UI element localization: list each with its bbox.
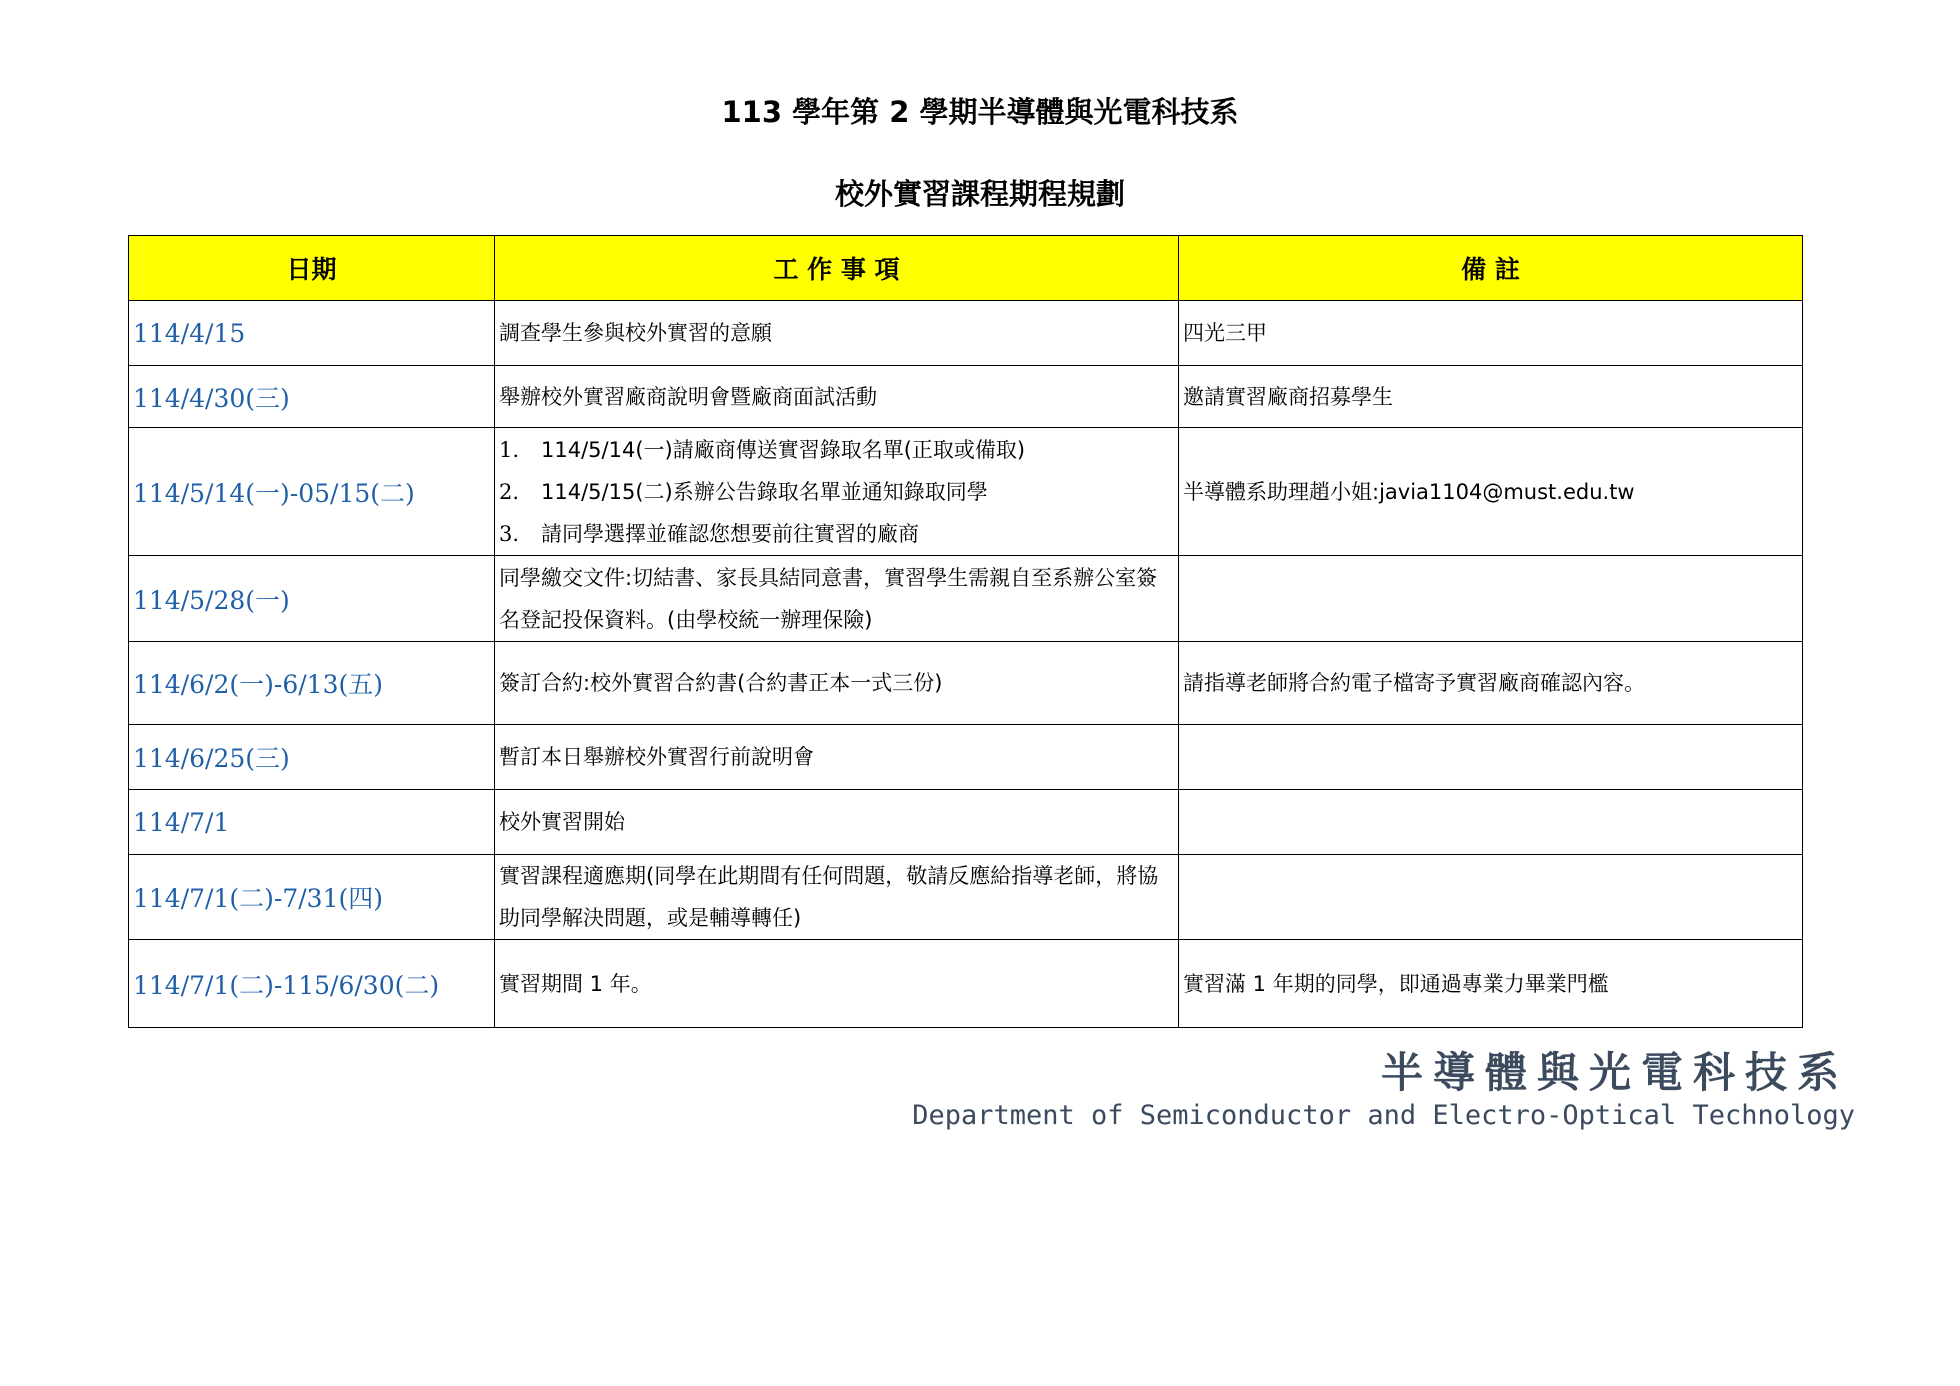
- row-task: 校外實習開始: [495, 790, 1179, 855]
- table-row: [129, 556, 1803, 642]
- row-note: [1179, 556, 1803, 642]
- row-task: 實習課程適應期(同學在此期間有任何問題，敬請反應給指導老師，將協助同學解決問題，或是輔導轉任): [495, 855, 1179, 940]
- row-date: 114/6/25(三): [129, 725, 495, 790]
- row-note: 邀請實習廠商招募學生: [1179, 366, 1803, 428]
- table-row: [129, 790, 1803, 855]
- row-date: 114/5/14(一)-05/15(二): [129, 428, 495, 556]
- row-note: 半導體系助理趙小姐:javia1104@must.edu.tw: [1179, 428, 1803, 556]
- row-task: 同學繳交文件:切結書、家長具結同意書，實習學生需親自至系辦公室簽名登記投保資料。(由學校統一辦理保險): [495, 556, 1179, 642]
- table-row: [129, 725, 1803, 790]
- step-item: [499, 513, 1174, 555]
- row-task: 實習期間 1 年。: [495, 940, 1179, 1028]
- row-date: 114/5/28(一): [129, 556, 495, 642]
- row-note: [1179, 855, 1803, 940]
- table-row: [129, 855, 1803, 940]
- department-name-chinese: 半導體與光電科技系: [1380, 1048, 1849, 1097]
- step-number: 3.: [499, 521, 520, 546]
- document-subtitle: 校外實習課程期程規劃: [834, 177, 1125, 211]
- row-note: [1179, 725, 1803, 790]
- column-header-date: 日期: [129, 236, 495, 301]
- table-row: [129, 301, 1803, 366]
- step-number: 1.: [499, 437, 520, 462]
- schedule-table: [128, 235, 1803, 1028]
- row-date: 114/7/1: [129, 790, 495, 855]
- row-date: 114/7/1(二)-7/31(四): [129, 855, 495, 940]
- step-text: 請同學選擇並確認您想要前往實習的廠商: [541, 521, 919, 546]
- step-text: 114/5/14(一)請廠商傳送實習錄取名單(正取或備取): [541, 437, 1026, 462]
- row-task: 舉辦校外實習廠商說明會暨廠商面試活動: [495, 366, 1179, 428]
- row-task: 暫訂本日舉辦校外實習行前說明會: [495, 725, 1179, 790]
- step-text: 114/5/15(二)系辦公告錄取名單並通知錄取同學: [541, 479, 988, 504]
- step-item: [499, 471, 1174, 513]
- step-number: 2.: [499, 479, 520, 504]
- table-header-row: [129, 236, 1803, 301]
- table-row: [129, 642, 1803, 725]
- table-row: [129, 428, 1803, 556]
- document-title: 113 學年第 2 學期半導體與光電科技系: [721, 95, 1239, 129]
- step-list: [499, 429, 1174, 555]
- row-note: 請指導老師將合約電子檔寄予實習廠商確認內容。: [1179, 642, 1803, 725]
- department-name-english: Department of Semiconductor and Electro-Optical Technology: [912, 1100, 1855, 1131]
- row-task: 簽訂合約:校外實習合約書(合約書正本一式三份): [495, 642, 1179, 725]
- row-task: 調查學生參與校外實習的意願: [495, 301, 1179, 366]
- row-note: 實習滿 1 年期的同學，即通過專業力畢業門檻: [1179, 940, 1803, 1028]
- row-date: 114/6/2(一)-6/13(五): [129, 642, 495, 725]
- row-date: 114/7/1(二)-115/6/30(二): [129, 940, 495, 1028]
- row-date: 114/4/15: [129, 301, 495, 366]
- column-header-task: 工 作 事 項: [495, 236, 1179, 301]
- table-row: [129, 366, 1803, 428]
- column-header-note: 備 註: [1179, 236, 1803, 301]
- row-note: [1179, 790, 1803, 855]
- row-task: [495, 428, 1179, 556]
- step-item: [499, 429, 1174, 471]
- table-row: [129, 940, 1803, 1028]
- row-note: 四光三甲: [1179, 301, 1803, 366]
- row-date: 114/4/30(三): [129, 366, 495, 428]
